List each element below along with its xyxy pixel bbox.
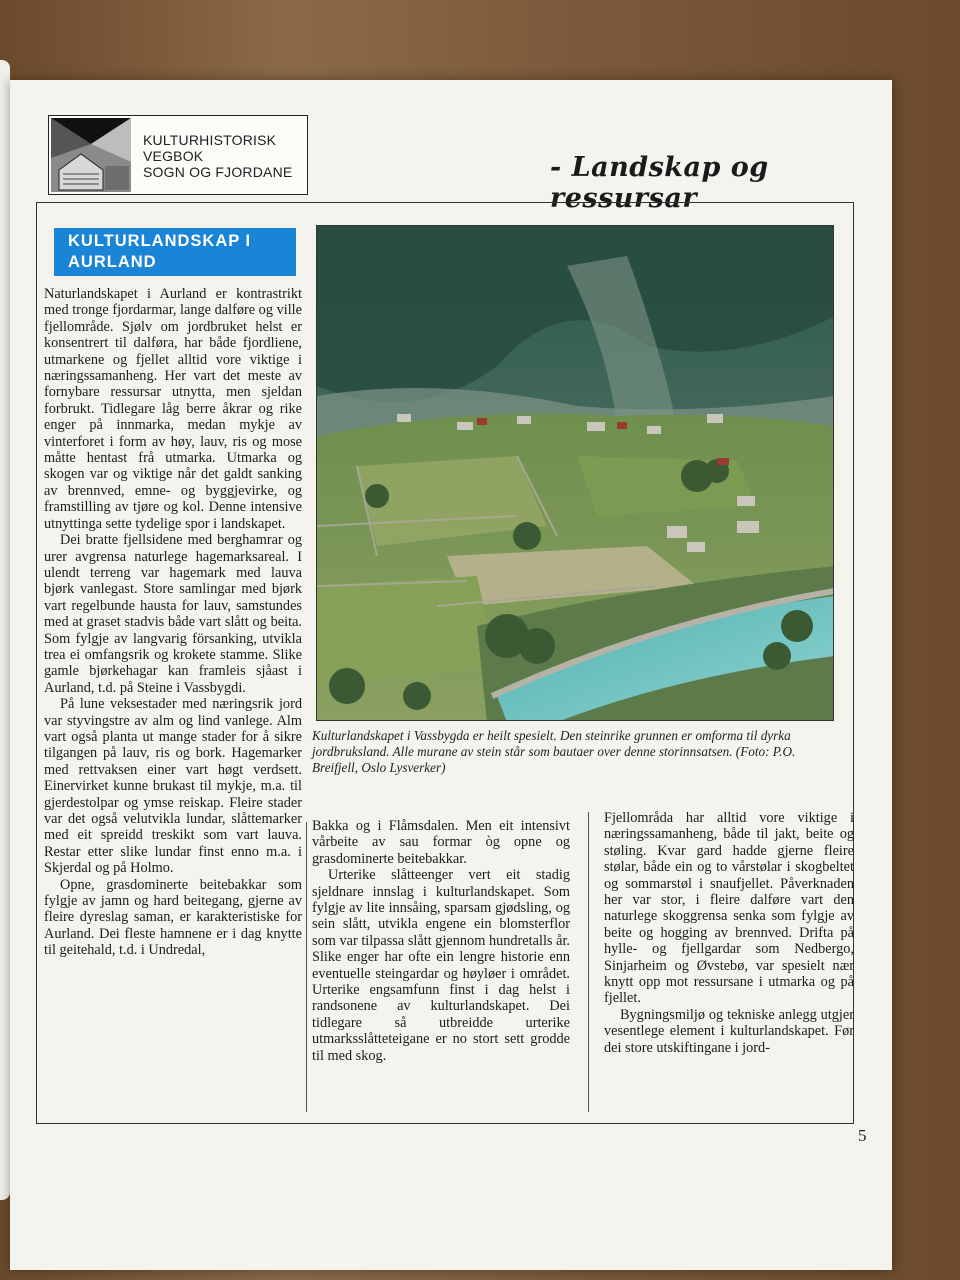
text-column-1 (44, 286, 302, 959)
paragraph: Dei bratte fjellsidene med berghamrar og urer avgrensa naturlege hagemarksareal. I ulendt terreng var hagemark med lauva bjørk vanlegast. Store samlingar med bjørk vart regelbunde hausta for lauv, samstundes med at graset stadvis både vart slått og beita. Som fylgje av langvarig försanking, utvikla trea ei omfangsrik og krokete stamme. Slike gamle bjørkehagar kan framleis sjåast i Aurland, t.d. på Steine i Vassbygdi. (44, 532, 302, 696)
header-line-2: VEGBOK (143, 148, 204, 164)
vegbok-logo-icon (51, 118, 131, 192)
column-divider (588, 812, 589, 1112)
column-divider (306, 822, 307, 1112)
landscape-photo (316, 225, 834, 721)
paragraph: Bygningsmiljø og tekniske anlegg utgjer vesentlege element i kulturlandskapet. Før dei store utskiftingane i jord- (604, 1006, 854, 1056)
paragraph: Naturlandskapet i Aurland er kontrastrikt med tronge fjordarmar, lange dalføre og ville fjellområde. Sjølv om jordbruket helst er konsentrert til dalføra, har både fjordliene, utmarkene og fjellet alltid vore viktige i næringssamanheng. Her vart det meste av fornybare ressursar utnytta, men sjeldan forbrukt. Tidlegare låg berre åkrar og rike enger på innmarka, medan mykje av vinterforet i form av høy, lauv, ris og mose måtte hentast frå utmarka. Utmarka og skogen var og viktige når det galdt sanking av brennved, emne- og byggjevirke, og framstilling av tjøre og kol. Denne intensive utnyttinga sette tydelige spor i landskapet. (44, 286, 302, 532)
photo-caption: Kulturlandskapet i Vassbygda er heilt spesielt. Den steinrike grunnen er omforma til dyrka jordbruksland. Alle murane av stein står som bautaer over denne storinnsatsen. (Foto: P.O. Breifjell, Oslo Lysverker) (312, 728, 796, 775)
text-column-2 (312, 818, 570, 1064)
paragraph: Opne, grasdominerte beitebakkar som fylgje av jamn og hard beitegang, gjerne av fleire dyreslag saman, er karakteristiske for Aurland. Dei fleste hamnene er i dag knytte til geitehald, t.d. i Undredal, (44, 876, 302, 959)
text-column-3 (604, 810, 854, 1056)
page-number: 5 (858, 1126, 867, 1145)
article-title-line-2: AURLAND (68, 253, 157, 271)
section-title: - Landskap og ressursar (550, 152, 769, 214)
paragraph: Fjellområda har alltid vore viktige i næringssamanheng, både til jakt, beite og støling. Kvar gard hadde gjerne fleire stølar, både ein og to vårstølar i skogbeltet og sommarstøl i snaufjellet. Påverknaden her var stor, i fleire dalføre vart den naturlege skoggrensa senka som fylgje av beite og hogging av brennved. Drifta på hylle- og fjellgardar som Nedbergo, Sinjarheim og Øvstebø, var spesielt nær knytt opp mot ressursane i utmarka og på fjellet. (604, 810, 854, 1007)
paragraph: Bakka og i Flåmsdalen. Men eit intensivt vårbeite av sau formar òg opne og grasdominerte beitebakkar. (312, 818, 570, 867)
paragraph: Urterike slåtteenger vert eit stadig sjeldnare innslag i kulturlandskapet. Som fylgje av lite innsåing, sparsam gjødsling, og sein slått, utvikla engene ein blomsterflor som var tilpassa slått gjennom hundretalls år. Slike enger har ofte ein lengre historie enn eventuelle steingardar og høyløer i området. Urterike engsamfunn finst i dag helst i randsonene av kulturlandskapet. Dei tidlegare så utbreidde urterike utmarksslåtteteigane er no stort sett grodde til med skog. (312, 867, 570, 1064)
article-title-line-1: KULTURLANDSKAP I (68, 232, 252, 250)
magazine-page (10, 80, 892, 1270)
series-header (48, 115, 308, 195)
header-line-3: SOGN OG FJORDANE (143, 164, 293, 180)
article-title-box (54, 228, 296, 276)
valley-photo-image (317, 226, 834, 721)
header-line-1: KULTURHISTORISK (143, 132, 277, 148)
paragraph: På lune veksestader med næringsrik jord var styvingstre av alm og lind vanlege. Alm vart også planta ut mange stader for å sikre tilgangen på lauv, ris og bork. Hagemarker med rettvaksen einer vart høgt verdsett. Einervirket kunne brukast til mykje, m.a. til gjerdestolpar og ymse reiskap. Fleire stader var det også velutvikla lundar, slåttemarker med eit spreidd treskikt som vart lauva. Restar etter slike lundar finst enno m.a. i Skjerdal og på Holmo. (44, 696, 302, 877)
facing-page-edge (0, 60, 10, 1200)
